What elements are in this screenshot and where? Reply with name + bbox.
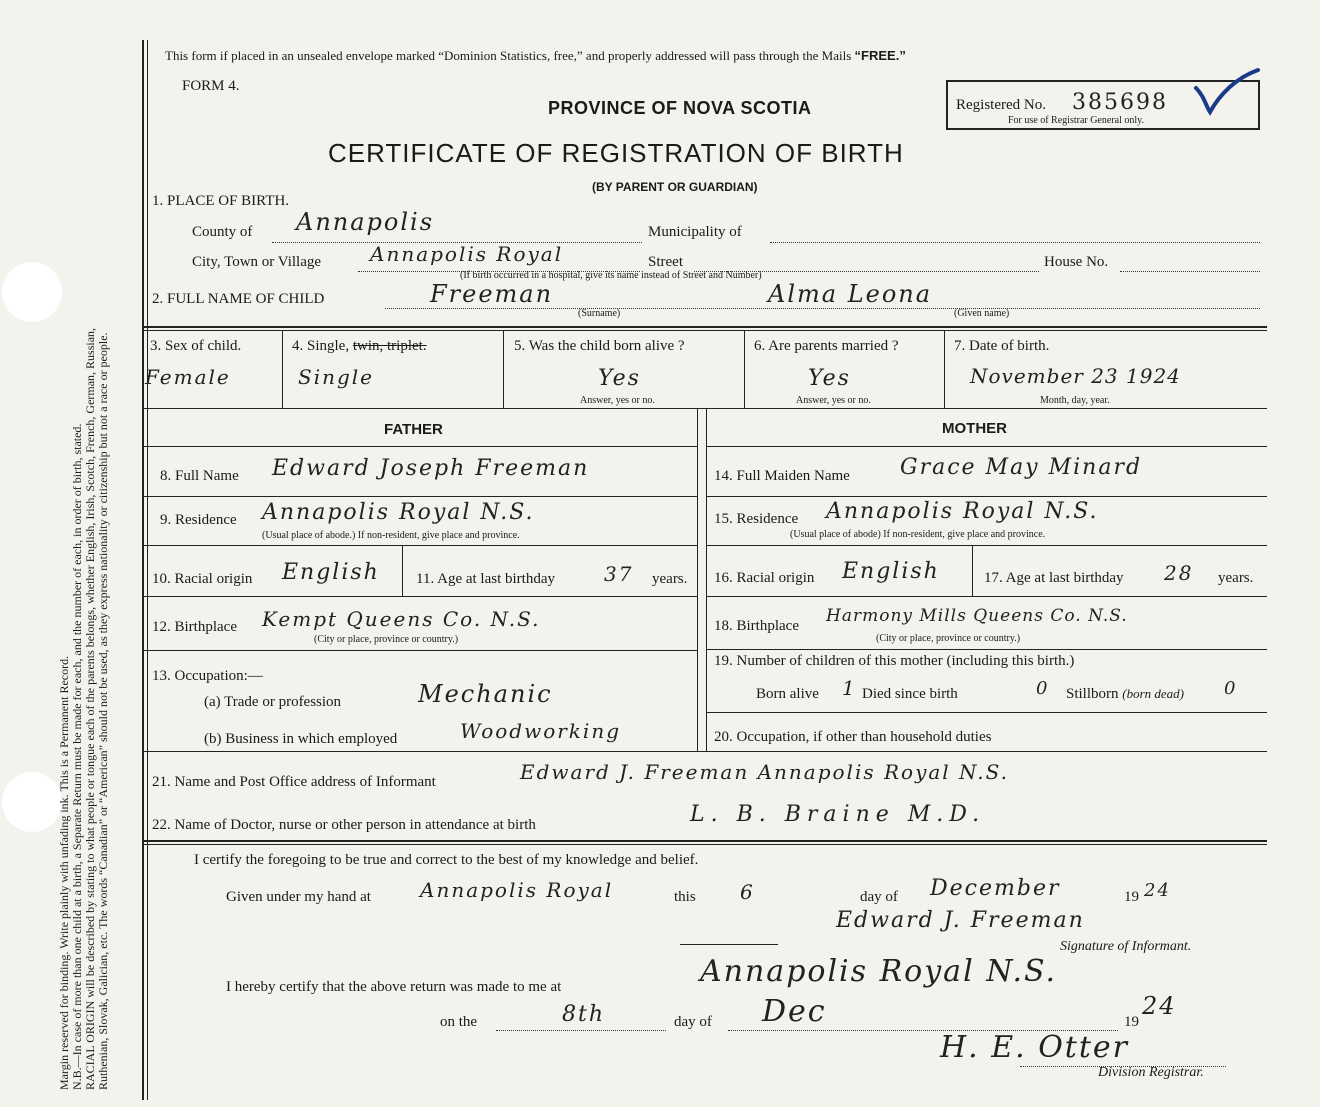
mother-race-label: 16. Racial origin — [714, 570, 815, 586]
registered-label: Registered No. — [956, 97, 1046, 113]
trade-value: Mechanic — [418, 680, 553, 708]
row-top-rule — [142, 326, 1267, 328]
informant-value: Edward J. Freeman Annapolis Royal N.S. — [520, 760, 1009, 784]
business-label: (b) Business in which employed — [204, 731, 398, 747]
municipality-underline — [770, 242, 1260, 243]
born-alive-label: 5. Was the child born alive ? — [514, 338, 685, 354]
registrar-year-prefix: 19 — [1124, 1014, 1139, 1030]
given-year: 24 — [1144, 880, 1171, 901]
registrar-signature: H. E. Otter — [940, 1030, 1130, 1065]
place-of-birth-label: 1. PLACE OF BIRTH. — [152, 193, 290, 209]
registrar-statement: I hereby certify that the above return was made to me at — [226, 979, 562, 995]
father-row-8-rule — [142, 496, 697, 497]
informant-signature-caption: Signature of Informant. — [1060, 939, 1192, 954]
given-label: Given under my hand at — [226, 889, 371, 905]
child-surname: Freeman — [430, 280, 554, 308]
father-birthplace: Kempt Queens Co. N.S. — [262, 607, 541, 631]
mother-name: Grace May Minard — [900, 455, 1143, 480]
house-underline — [1120, 271, 1260, 272]
form-number: FORM 4. — [182, 78, 240, 94]
column-divider-b — [706, 409, 707, 751]
mother-row-19-rule — [706, 712, 1267, 713]
registered-number: 385698 — [1072, 90, 1168, 115]
surname-caption: (Surname) — [578, 308, 621, 319]
father-heading: FATHER — [384, 421, 443, 438]
mother-birthplace-caption: (City or place, province or country.) — [876, 633, 1021, 644]
hospital-note: (If birth occurred in a hospital, give its name instead of Street and Number) — [460, 270, 762, 281]
occupation-label: 13. Occupation:— — [152, 668, 263, 684]
mother-row-18-rule — [706, 649, 1267, 650]
plurality-value: Single — [298, 365, 375, 389]
father-row-9-rule — [142, 545, 697, 546]
mother-race-divider — [972, 546, 973, 596]
city-label: City, Town or Village — [192, 254, 322, 270]
married-caption: Answer, yes or no. — [796, 395, 871, 406]
given-year-prefix: 19 — [1124, 889, 1139, 905]
father-row-12-rule — [142, 650, 697, 651]
mother-name-label: 14. Full Maiden Name — [714, 468, 850, 484]
county-label: County of — [192, 224, 253, 240]
father-name: Edward Joseph Freeman — [272, 456, 590, 481]
father-race-divider — [402, 546, 403, 596]
date-of-birth-label: 7. Date of birth. — [954, 338, 1050, 354]
father-residence: Annapolis Royal N.S. — [262, 500, 535, 525]
registrar-place: Annapolis Royal N.S. — [700, 954, 1058, 989]
margin-line-3: RACIAL ORIGIN will be described by stating to what people or tongue each of the parents belongs, whether English, Irish, Scotch, French, German, Russian, — [83, 327, 97, 1090]
mother-age-label: 17. Age at last birthday — [984, 570, 1124, 586]
father-birthplace-label: 12. Birthplace — [152, 619, 237, 635]
informant-signature: Edward J. Freeman — [836, 908, 1085, 933]
margin-line-1: Margin reserved for binding. Write plainly with unfading ink. This is a Permanent Record. — [57, 655, 71, 1090]
mother-residence-label: 15. Residence — [714, 511, 799, 527]
date-of-birth-value: November 23 1924 — [970, 364, 1181, 388]
certificate-title: CERTIFICATE OF REGISTRATION OF BIRTH — [328, 138, 904, 168]
mother-age: 28 — [1164, 561, 1194, 585]
registrar-day: 8th — [562, 1002, 606, 1027]
children-count-label: 19. Number of children of this mother (including this birth.) — [714, 653, 1075, 669]
father-race-label: 10. Racial origin — [152, 571, 253, 587]
father-race: English — [282, 560, 380, 585]
given-place: Annapolis Royal — [420, 878, 614, 902]
certify-top-rule — [142, 840, 1267, 842]
doctor-value: L. B. Braine M.D. — [690, 802, 986, 827]
mother-heading: MOTHER — [942, 420, 1007, 437]
check-mark-icon — [1192, 66, 1262, 116]
business-value: Woodworking — [460, 719, 622, 743]
form-border-left — [142, 40, 144, 1100]
mother-birthplace: Harmony Mills Queens Co. N.S. — [826, 606, 1128, 626]
punch-hole-top — [2, 262, 62, 322]
born-alive-value: Yes — [598, 366, 641, 391]
margin-instructions — [58, 10, 136, 1090]
married-value: Yes — [808, 366, 851, 391]
mother-heading-rule — [706, 446, 1267, 447]
born-alive-caption: Answer, yes or no. — [580, 395, 655, 406]
given-month: December — [930, 876, 1061, 901]
certify-top-rule-2 — [142, 844, 1267, 845]
mother-birthplace-label: 18. Birthplace — [714, 618, 799, 634]
trade-label: (a) Trade or profession — [204, 694, 342, 710]
father-heading-rule — [142, 446, 697, 447]
mother-row-16-rule — [706, 596, 1267, 597]
informant-top-rule — [142, 751, 1267, 752]
mother-row-15-rule — [706, 545, 1267, 546]
county-value: Annapolis — [296, 208, 435, 236]
street-label: Street — [648, 254, 683, 270]
died-label: Died since birth — [862, 686, 958, 702]
province-heading: PROVINCE OF NOVA SCOTIA — [548, 98, 812, 118]
registrar-month: Dec — [762, 994, 827, 1029]
mother-row-14-rule — [706, 496, 1267, 497]
child-name-label: 2. FULL NAME OF CHILD — [152, 291, 325, 307]
stillborn-label: Stillborn (born dead) — [1066, 686, 1185, 702]
divider-3-4 — [282, 330, 283, 408]
postal-notice: This form if placed in an unsealed envelope marked “Dominion Statistics, free,” and properly addressed will pass through the Mails “FREE.” — [165, 48, 906, 63]
mother-years: years. — [1218, 570, 1254, 586]
given-day: 6 — [740, 880, 755, 904]
father-row-10-rule — [142, 596, 697, 597]
margin-line-2: N.B.—In case of more than one child at a birth, a Separate Return must be made for each, and the number of each, in order of birth, stated. — [70, 423, 84, 1090]
father-years: years. — [652, 571, 688, 587]
father-residence-label: 9. Residence — [160, 512, 237, 528]
registrar-caption: Division Registrar. — [1098, 1065, 1204, 1080]
divider-6-7 — [944, 330, 945, 408]
mother-occupation-label: 20. Occupation, if other than household duties — [714, 729, 992, 745]
punch-hole-bottom — [2, 772, 62, 832]
registrar-on-the: on the — [440, 1014, 478, 1030]
registrar-day-underline — [496, 1030, 666, 1031]
divider-4-5 — [503, 330, 504, 408]
father-name-label: 8. Full Name — [160, 468, 239, 484]
sex-value: Female — [145, 365, 231, 389]
registrar-day-of: day of — [674, 1014, 712, 1030]
mother-residence: Annapolis Royal N.S. — [826, 499, 1099, 524]
child-given-name: Alma Leona — [768, 280, 933, 308]
date-of-birth-caption: Month, day, year. — [1040, 395, 1110, 406]
doctor-label: 22. Name of Doctor, nurse or other person in attendance at birth — [152, 817, 536, 833]
married-label: 6. Are parents married ? — [754, 338, 899, 354]
given-this: this — [674, 889, 696, 905]
mother-race: English — [842, 559, 940, 584]
divider-5-6 — [744, 330, 745, 408]
city-value: Annapolis Royal — [370, 242, 564, 266]
certificate-subtitle: (BY PARENT OR GUARDIAN) — [592, 180, 758, 194]
registered-note: For use of Registrar General only. — [1008, 115, 1144, 126]
plurality-label: 4. Single, twin, triplet. — [292, 338, 427, 354]
sex-label: 3. Sex of child. — [150, 338, 242, 354]
row-top-rule-2 — [142, 330, 1267, 331]
given-day-of: day of — [860, 889, 898, 905]
mother-residence-caption: (Usual place of abode) If non-resident, give place and province. — [790, 529, 1046, 540]
column-divider-a — [697, 409, 698, 751]
born-alive-count: 1 — [842, 676, 857, 700]
municipality-label: Municipality of — [648, 224, 742, 240]
short-divider — [680, 944, 778, 945]
informant-label: 21. Name and Post Office address of Informant — [152, 774, 436, 790]
father-residence-caption: (Usual place of abode.) If non-resident, give place and province. — [262, 530, 520, 541]
form-border-left-inner — [147, 40, 148, 1100]
born-alive-count-label: Born alive — [756, 686, 819, 702]
house-label: House No. — [1044, 254, 1109, 270]
father-age-label: 11. Age at last birthday — [416, 571, 555, 587]
died-count: 0 — [1036, 678, 1050, 699]
father-birthplace-caption: (City or place, province or country.) — [314, 634, 459, 645]
child-name-underline — [385, 308, 1260, 309]
row-bottom-rule — [142, 408, 1267, 409]
father-age: 37 — [604, 562, 634, 586]
registrar-year: 24 — [1142, 992, 1177, 1020]
certify-statement: I certify the foregoing to be true and correct to the best of my knowledge and belief. — [194, 852, 699, 868]
stillborn-count: 0 — [1224, 678, 1238, 699]
given-caption: (Given name) — [954, 308, 1010, 319]
margin-line-4: Ruthenian, Slovak, Galician, etc. The words “Canadian” or “American” should not be used, as they express nationality or citizenship but not a race or people. — [96, 332, 110, 1090]
